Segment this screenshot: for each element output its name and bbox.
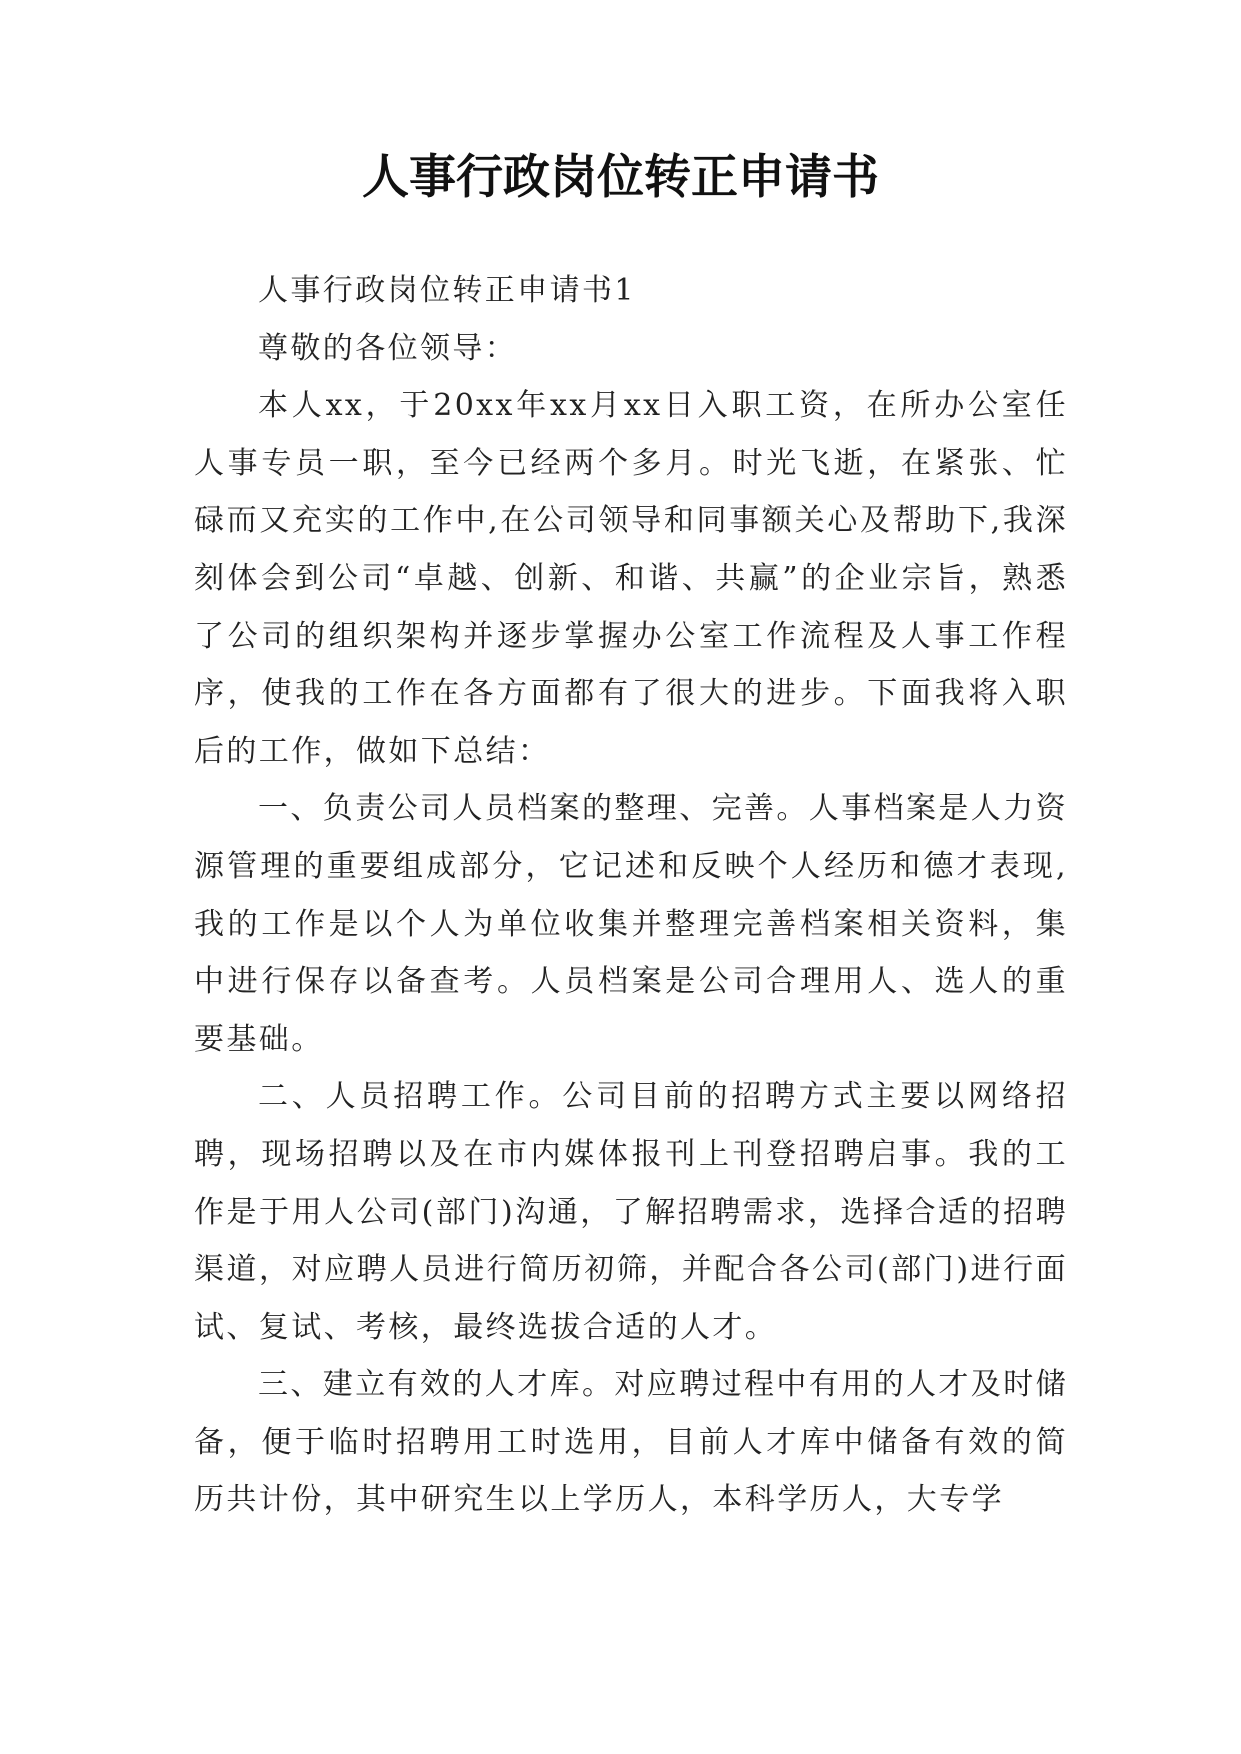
salutation-paragraph: 尊敬的各位领导： (258, 330, 518, 366)
document-body (194, 262, 1068, 1529)
document-title: 人事行政岗位转正申请书 (362, 150, 879, 205)
section-3-paragraph: 三、建立有效的人才库。对应聘过程中有用的人才及时储备，便于临时招聘用工时选用，目前人才库中储备有效的简历共计份，其中研究生以上学历人，本科学历人，大专学 (194, 1367, 1068, 1518)
section-1-paragraph: 一、负责公司人员档案的整理、完善。人事档案是人力资源管理的重要组成部分，它记述和反映个人经历和德才表现,我的工作是以个人为单位收集并整理完善档案相关资料，集中进行保存以备查考。人员档案是公司合理用人、选人的重要基础。 (194, 791, 1068, 1057)
subtitle-paragraph: 人事行政岗位转正申请书1 (258, 273, 636, 308)
intro-paragraph: 本人xx，于20xx年xx月xx日入职工资，在所办公室任人事专员一职，至今已经两个多月。时光飞逝，在紧张、忙碌而又充实的工作中,在公司领导和同事额关心及帮助下,我深刻体会到公司“卓越、创新、和谐、共赢”的企业宗旨，熟悉了公司的组织架构并逐步掌握办公室工作流程及人事工作程序，使我的工作在各方面都有了很大的进步。下面我将入职后的工作，做如下总结： (194, 388, 1068, 769)
section-2-paragraph: 二、人员招聘工作。公司目前的招聘方式主要以网络招聘，现场招聘以及在市内媒体报刊上刊登招聘启事。我的工作是于用人公司(部门)沟通，了解招聘需求，选择合适的招聘渠道，对应聘人员进行简历初筛，并配合各公司(部门)进行面试、复试、考核，最终选拔合适的人才。 (194, 1079, 1068, 1345)
